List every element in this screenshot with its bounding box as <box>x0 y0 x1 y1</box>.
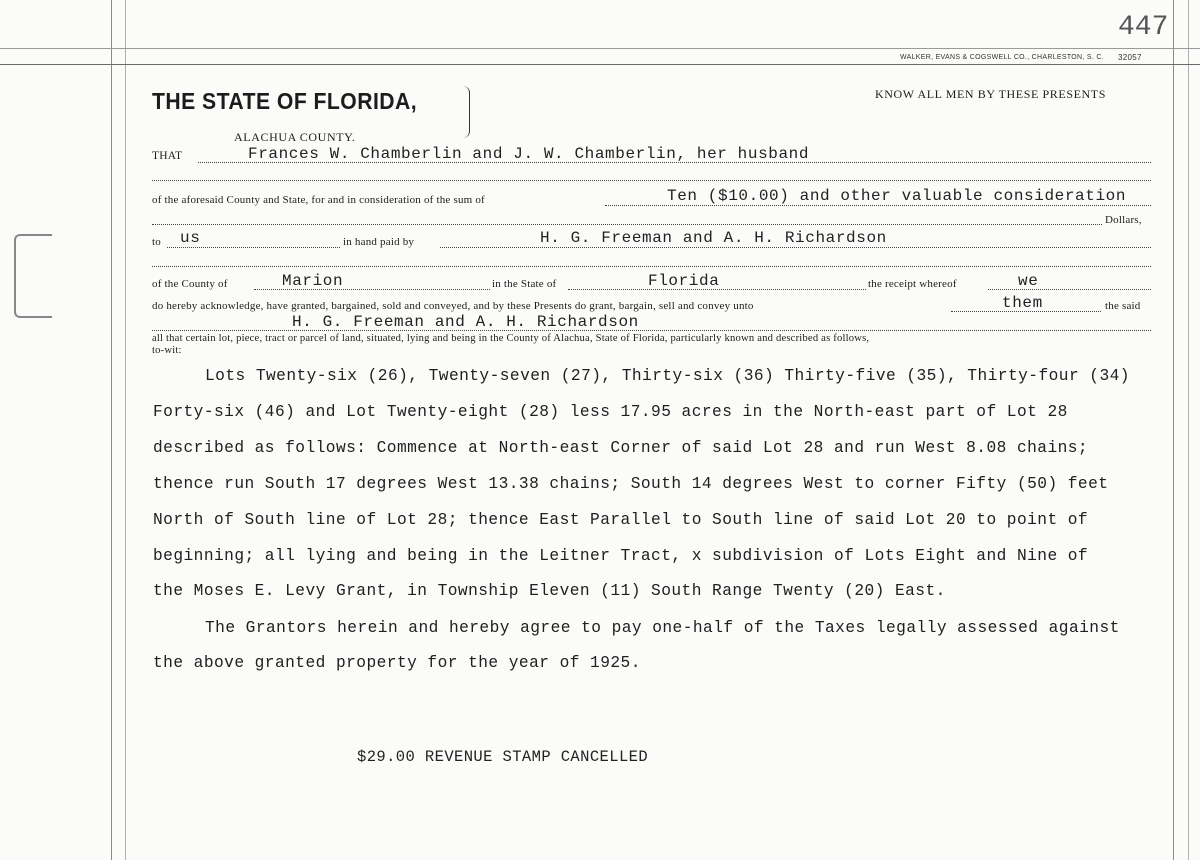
county-of-label: of the County of <box>152 278 228 290</box>
description-line-4: thence run South 17 degrees West 13.38 chains; South 14 degrees West to corner Fifty (50) feet <box>153 475 1109 493</box>
margin-rule-left <box>111 0 112 860</box>
acknowledge-text: do hereby acknowledge, have granted, bargained, sold and conveyed, and by these Presents do grant, bargain, sell and convey unto <box>152 300 754 312</box>
top-rule <box>0 48 1200 49</box>
blank-line-2 <box>152 224 1102 225</box>
to-wit-label: to-wit: <box>152 345 182 356</box>
that-label: THAT <box>152 150 183 162</box>
form-number: 32057 <box>1118 53 1142 62</box>
all-that-certain-text: all that certain lot, piece, tract or parcel of land, situated, lying and being in the County of Alachua, State of Florida, particularly known and described as follows, <box>152 333 870 344</box>
description-line-7: the Moses E. Levy Grant, in Township Eleven (11) South Range Twenty (20) East. <box>153 582 946 600</box>
margin-rule-left-inner <box>125 0 126 860</box>
description-line-5: North of South line of Lot 28; thence East Parallel to South line of said Lot 20 to point of <box>153 511 1089 529</box>
description-line-1: Lots Twenty-six (26), Twenty-seven (27), Thirty-six (36) Thirty-five (35), Thirty-four (34) <box>205 367 1130 385</box>
description-line-3: described as follows: Commence at North-east Corner of said Lot 28 and run West 8.08 chains; <box>153 439 1089 457</box>
state-of-label: in the State of <box>492 278 557 290</box>
receipt-value: we <box>1018 272 1039 290</box>
convey-value: them <box>1002 294 1043 312</box>
county-heading: ALACHUA COUNTY. <box>234 130 356 144</box>
margin-rule-right <box>1173 0 1174 860</box>
paid-by-names: H. G. Freeman and A. H. Richardson <box>540 229 887 247</box>
blank-line-3 <box>152 266 1151 267</box>
state-title: THE STATE OF FLORIDA, <box>152 88 418 114</box>
grantee-names: H. G. Freeman and A. H. Richardson <box>292 313 639 331</box>
consideration-amount: Ten ($10.00) and other valuable consideration <box>667 187 1127 205</box>
county-brace <box>463 86 470 138</box>
know-all-men-heading: KNOW ALL MEN BY THESE PRESENTS <box>875 87 1107 101</box>
to-line <box>167 247 340 248</box>
printer-imprint: WALKER, EVANS & COGSWELL CO., CHARLESTON, S. C. <box>900 54 1104 61</box>
taxes-line-2: the above granted property for the year of 1925. <box>153 654 641 672</box>
binding-bracket <box>14 234 52 318</box>
consideration-line <box>605 205 1151 206</box>
dollars-label: Dollars, <box>1105 214 1142 226</box>
description-line-6: beginning; all lying and being in the Leitner Tract, x subdivision of Lots Eight and Nine of <box>153 547 1089 565</box>
revenue-stamp-note: $29.00 REVENUE STAMP CANCELLED <box>357 748 649 766</box>
to-value: us <box>180 229 201 247</box>
description-line-2: Forty-six (46) and Lot Twenty-eight (28) less 17.95 acres in the North-east part of Lot 28 <box>153 403 1068 421</box>
page-number: 447 <box>1118 12 1169 43</box>
margin-rule-right-outer <box>1188 0 1189 860</box>
taxes-line-1: The Grantors herein and hereby agree to pay one-half of the Taxes legally assessed against <box>205 619 1120 637</box>
consideration-label: of the aforesaid County and State, for and in consideration of the sum of <box>152 194 485 206</box>
top-rule-2 <box>0 64 1200 65</box>
receipt-label: the receipt whereof <box>868 278 957 290</box>
receipt-line <box>988 289 1151 290</box>
blank-line-1 <box>152 180 1151 181</box>
to-label: to <box>152 236 161 248</box>
paid-by-label: in hand paid by <box>343 236 415 248</box>
state-of-value: Florida <box>648 272 720 290</box>
county-of-value: Marion <box>282 272 344 290</box>
the-said-label: the said <box>1105 300 1141 312</box>
paid-by-line <box>440 247 1151 248</box>
grantor-names: Frances W. Chamberlin and J. W. Chamberlin, her husband <box>248 145 810 163</box>
